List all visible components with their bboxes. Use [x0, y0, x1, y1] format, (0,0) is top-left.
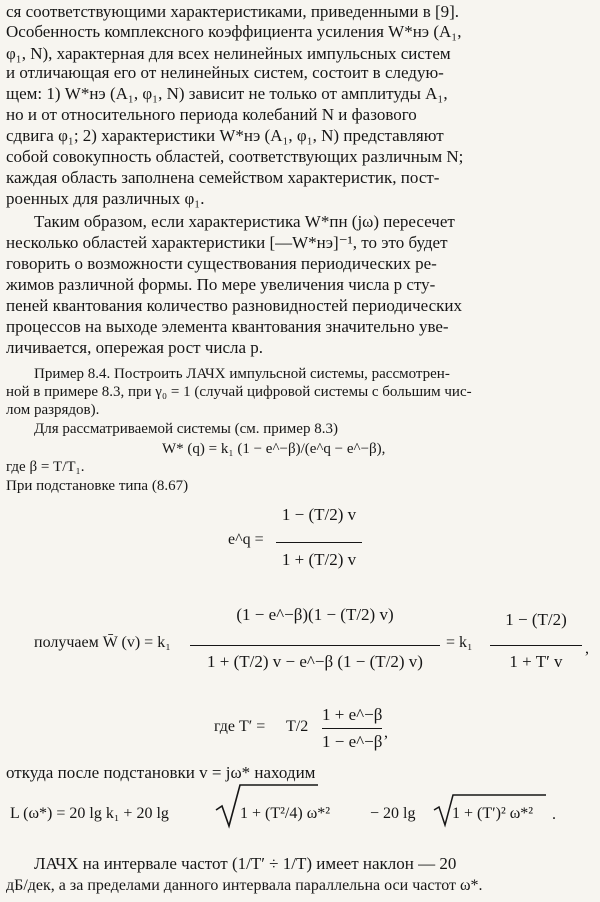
p1-line-1: ся соответствующими характеристиками, приведенными в [9].: [6, 2, 460, 21]
eq-w-denominator-2: 1 + T′ v: [509, 652, 563, 671]
eq-w-numerator: (1 − e^−β)(1 − (T/2) v): [236, 605, 394, 624]
p2-line-4: жимов различной формы. По мере увеличения числа p сту-: [6, 275, 436, 294]
equation-w-star: W* (q) = k₁ (1 − e^−β)/(e^q − e^−β),: [162, 441, 386, 457]
eq-w-numerator-2: 1 − (T/2): [505, 610, 567, 629]
eq-l-prefix: L (ω*) = 20 lg k₁ + 20 lg: [10, 805, 169, 822]
p1-line-3: φ₁, N), характерная для всех нелинейных импульсных систем: [6, 44, 451, 63]
example-line-2: ной в примере 8.3, при γ₀ = 1 (случай цифровой системы с большим чис-: [6, 384, 472, 400]
eq-tprime-numerator: 1 + e^−β: [322, 705, 383, 724]
p2-line-3: говорить о возможности существования периодических ре-: [6, 254, 437, 273]
fraction-bar: [490, 645, 582, 646]
p1-line-2: Особенность комплексного коэффициента усиления W*нэ (A₁,: [6, 22, 462, 41]
p1-line-4: и отличающая его от нелинейных систем, состоит в следую-: [6, 63, 444, 82]
p1-line-7: сдвига φ₁; 2) характеристики W*нэ (A₁, φ₁, N) представляют: [6, 126, 444, 145]
p1-line-9: каждая область заполнена семейством характеристик, пост-: [6, 168, 440, 187]
eq-w-equals: = k₁: [446, 634, 473, 651]
eq-tprime-denominator: 1 − e^−β: [322, 732, 383, 751]
then-line: откуда после подстановки v = jω* находим: [6, 763, 316, 782]
fraction-bar: [322, 728, 382, 729]
p1-line-5: щем: 1) W*нэ (A₁, φ₁, N) зависит не только от амплитуды A₁,: [6, 84, 448, 103]
final-line-1: ЛАЧХ на интервале частот (1/T′ ÷ 1/T) имеет наклон — 20: [34, 854, 457, 873]
eq-exp-lhs: e^q =: [228, 531, 264, 548]
intro-line: Для рассматриваемой системы (см. пример 8.3): [34, 421, 338, 437]
p2-line-1: Таким образом, если характеристика W*пн (jω) пересечет: [34, 212, 455, 231]
p1-line-8: собой совокупность областей, соответствующих различным N;: [6, 147, 464, 166]
fraction-bar: [190, 645, 440, 646]
fraction-bar: [276, 542, 362, 543]
eq-w-denominator: 1 + (T/2) v − e^−β (1 − (T/2) v): [207, 652, 423, 671]
eq-exp-numerator: 1 − (T/2) v: [281, 505, 357, 524]
eq-l-tail: .: [552, 806, 556, 823]
eq-tprime-tail: ,: [384, 724, 388, 741]
eq-tprime-prefix: где T′ =: [214, 718, 266, 735]
eq-l-minus: − 20 lg: [370, 805, 416, 822]
eq-l-radicand-2: 1 + (T′)² ω*²: [452, 805, 534, 822]
eq-w-prefix: получаем W̄ (v) = k₁: [34, 634, 171, 651]
p1-line-10: роенных для различных φ₁.: [6, 189, 205, 208]
example-line-3: лом разрядов).: [6, 402, 100, 418]
subst-line: При подстановке типа (8.67): [6, 478, 189, 494]
example-line-1: Пример 8.4. Построить ЛАЧХ импульсной системы, рассмотрен-: [34, 366, 450, 382]
p2-line-6: процессов на выходе элемента квантования значительно уве-: [6, 317, 449, 336]
eq-l-radicand: 1 + (T²/4) ω*²: [240, 805, 331, 822]
where-beta: где β = T/T₁.: [6, 459, 85, 475]
eq-tprime-lhs: T/2: [286, 718, 309, 735]
final-line-2: дБ/дек, а за пределами данного интервала параллельна оси частот ω*.: [6, 877, 483, 894]
eq-w-tail: ,: [585, 640, 589, 657]
eq-exp-denominator: 1 + (T/2) v: [281, 550, 357, 569]
p2-line-7: личивается, опережая рост числа p.: [6, 338, 264, 357]
p2-line-2: несколько областей характеристики [—W*нэ]⁻¹, то это будет: [6, 233, 448, 252]
p1-line-6: но и от относительного периода колебаний N и фазового: [6, 105, 417, 124]
p2-line-5: пеней квантования количество разновидностей периодических: [6, 296, 463, 315]
